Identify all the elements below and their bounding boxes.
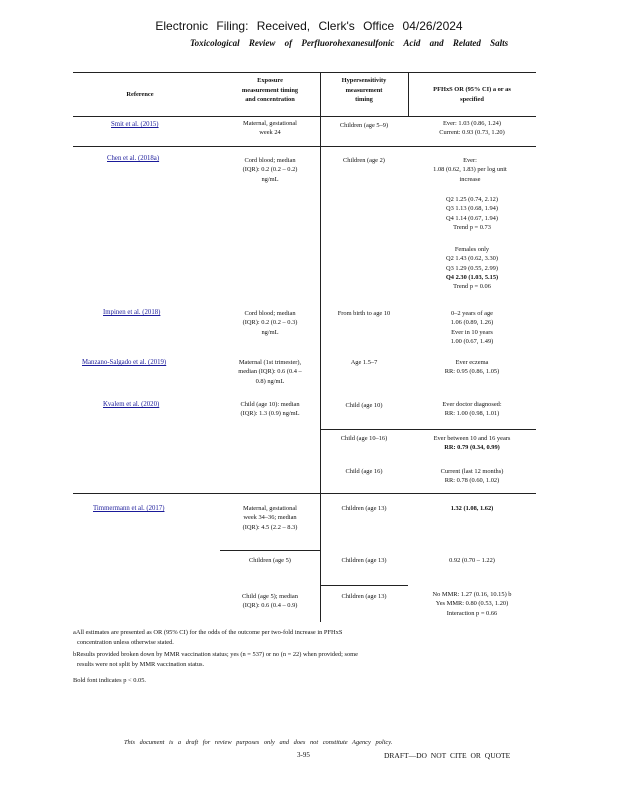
- exposure-cell: Cord blood; median (IQR): 0.2 (0.2 – 0.3) ng/mL: [242, 310, 298, 336]
- timing-cell: Child (age 16): [345, 468, 383, 475]
- column-divider: [320, 72, 321, 622]
- timing-cell: From birth to age 10: [337, 310, 391, 317]
- result-cell: Females only Q2 1.43 (0.62, 3.30) Q3 1.29 (0.55, 2.99) Q4 2.30 (1.03, 5.15) Trend p = 0.06: [445, 246, 499, 291]
- reference-link-kvalem[interactable]: Kvalem et al. (2020): [103, 401, 160, 408]
- reference-link-impinen[interactable]: Impinen et al. (2018): [103, 309, 161, 316]
- timing-cell: Children (age 13): [341, 557, 387, 564]
- exposure-cell: Child (age 5); median (IQR): 0.6 (0.4 – 0.9): [242, 593, 298, 610]
- exposure-cell: Cord blood; median (IQR): 0.2 (0.2 – 0.2) ng/mL: [242, 157, 298, 183]
- result-cell: 0.92 (0.70 – 1.22): [449, 557, 495, 564]
- result-cell: 1.32 (1.08, 1.62): [450, 505, 494, 512]
- table-top-border: [73, 72, 536, 73]
- draft-label: DRAFT—DO NOT CITE OR QUOTE: [384, 751, 511, 760]
- result-cell: Ever eczema RR: 0.95 (0.86, 1.05): [444, 359, 500, 376]
- result-cell: 0–2 years of age 1.06 (0.89, 1.26) Ever in 10 years 1.00 (0.67, 1.49): [450, 310, 494, 345]
- result-cell: Current (last 12 months) RR: 0.78 (0.60, 1.02): [440, 468, 504, 485]
- row-divider: [220, 550, 320, 551]
- exposure-cell: Maternal, gestational week 34–36; median (IQR): 4.5 (2.2 – 8.3): [242, 505, 298, 531]
- reference-link-smit[interactable]: Smit et al. (2015): [111, 121, 159, 128]
- reference-link-manzano[interactable]: Manzano-Salgado et al. (2019): [82, 359, 167, 366]
- footnote-a: aAll estimates are presented as OR (95% CI) for the odds of the outcome per two-fold increase in PFHxS concentration unless otherwise stated.: [73, 629, 343, 646]
- col-head-pfhxs: PFHxS OR (95% CI) a or as specified: [433, 86, 511, 103]
- result-cell: Ever doctor diagnosed: RR: 1.00 (0.98, 1.01): [442, 401, 502, 418]
- timing-cell: Child (age 10–16): [340, 435, 388, 442]
- row-divider: [320, 429, 536, 430]
- footnote-b: bResults provided broken down by MMR vaccination status; yes (n = 537) or no (n = 22) when provided; some results were not split by MMR vaccination status.: [73, 651, 358, 668]
- draft-disclaimer: This document is a draft for review purposes only and does not constitute Agency policy.: [124, 739, 393, 746]
- result-cell: Ever between 10 and 16 years RR: 0.79 (0.34, 0.99): [433, 435, 511, 452]
- reference-link-timmermann[interactable]: Timmermann et al. (2017): [93, 505, 165, 512]
- exposure-cell: Child (age 10): median (IQR): 1.3 (0.9) ng/mL: [240, 401, 300, 418]
- timing-cell: Age 1.5–7: [350, 359, 378, 366]
- timing-cell: Children (age 2): [343, 157, 385, 164]
- filing-header: Electronic Filing: Received, Clerk's Office 04/26/2024: [155, 19, 463, 33]
- timing-cell: Children (age 13): [341, 505, 387, 512]
- document-subtitle: Toxicological Review of Perfluorohexanesulfonic Acid and Related Salts: [190, 38, 509, 48]
- timing-cell: Child (age 10): [345, 402, 383, 409]
- result-cell: No MMR: 1.27 (0.16, 10.15) b Yes MMR: 0.80 (0.53, 1.20) Interaction p = 0.66: [432, 591, 512, 617]
- result-cell: Ever: 1.08 (0.62, 1.83) per log unit increase: [433, 157, 507, 183]
- exposure-cell: Maternal (1st trimester), median (IQR): 0.6 (0.4 – 0.8) ng/mL: [238, 359, 302, 385]
- exposure-cell: Maternal, gestational week 24: [243, 120, 297, 137]
- row-divider: [73, 146, 536, 147]
- result-cell: Ever: 1.03 (0.86, 1.24) Current: 0.93 (0.73, 1.20): [439, 120, 505, 137]
- result-cell: Q2 1.25 (0.74, 2.12) Q3 1.13 (0.68, 1.94) Q4 1.14 (0.67, 1.94) Trend p = 0.73: [445, 196, 498, 231]
- footnote-bold: Bold font indicates p < 0.05.: [73, 677, 147, 684]
- col-head-hypersensitivity: Hypersensitivity measurement timing: [341, 77, 387, 103]
- row-divider: [73, 493, 536, 494]
- timing-cell: Children (age 13): [341, 593, 387, 600]
- col-head-exposure: Exposure measurement timing and concentration: [241, 77, 299, 103]
- row-divider: [320, 585, 408, 586]
- exposure-cell: Children (age 5): [249, 557, 291, 564]
- page-number: 3-95: [297, 751, 310, 759]
- timing-cell: Children (age 5–9): [339, 122, 389, 129]
- col-head-reference: Reference: [126, 91, 154, 98]
- table-header-border: [73, 116, 536, 117]
- reference-link-chen[interactable]: Chen et al. (2018a): [107, 155, 160, 162]
